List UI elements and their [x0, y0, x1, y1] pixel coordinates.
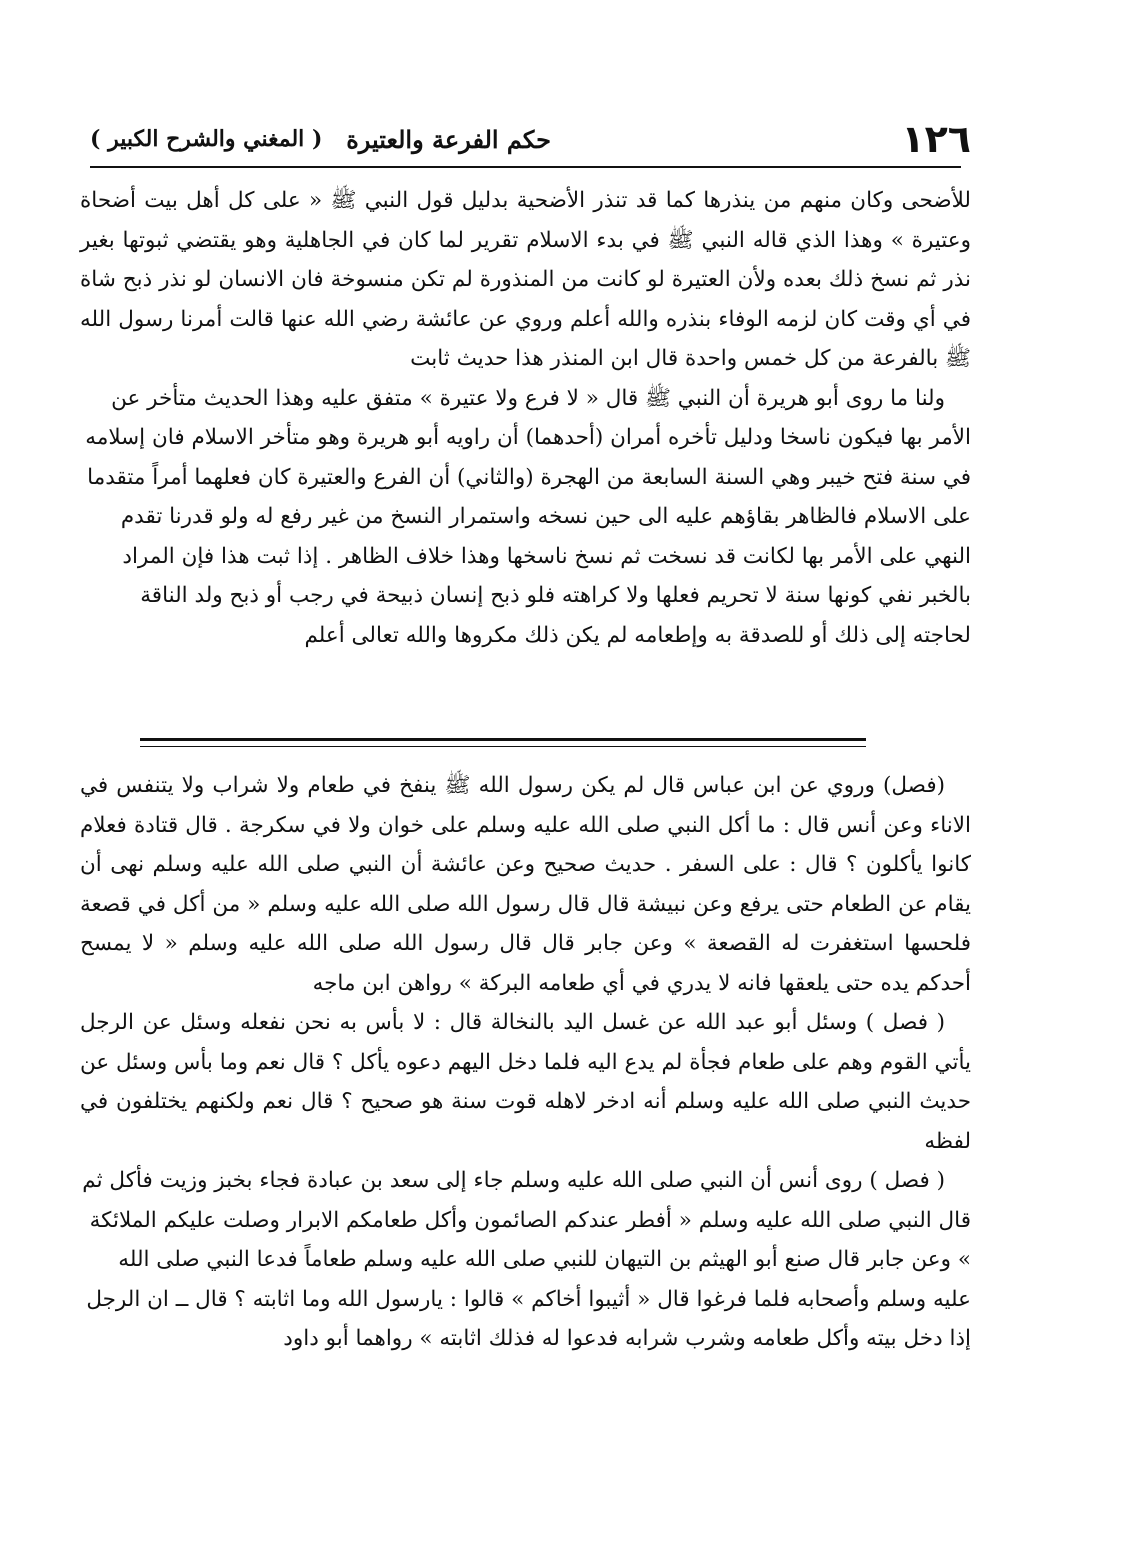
- book-title: ( المغني والشرح الكبير ): [90, 126, 323, 152]
- page-header: [90, 112, 971, 166]
- paragraph: (فصل) وروي عن ابن عباس قال لم يكن رسول الله ﷺ ينفخ في طعام ولا شراب ولا يتنفس في الاناء وعن أنس قال : ما أكل النبي صلى الله عليه وسلم على خوان ولا في سكرجة . قال قتادة فعلام كانوا يأكلون ؟ قال : على السفر . حديث صحيح وعن عائشة أن النبي صلى الله عليه وسلم نهى أن يقام عن الطعام حتى يرفع وعن نبيشة قال قال رسول الله صلى الله عليه وسلم « من أكل في قصعة فلحسها استغفرت له القصعة » وعن جابر قال قال رسول الله صلى الله عليه وسلم « لا يمسح أحدكم يده حتى يلعقها فانه لا يدري في أي طعامه البركة » رواهن ابن ماجه: [80, 773, 971, 996]
- running-head: حكم الفرعة والعتيرة: [346, 124, 551, 154]
- page-number: ١٢٦: [901, 117, 971, 161]
- paragraph: ( فصل ) روى أنس أن النبي صلى الله عليه وسلم جاء إلى سعد بن عبادة فجاء بخبز وزيت فأكل ثم قال النبي صلى الله عليه وسلم « أفطر عندكم الصائمون وأكل طعامكم الابرار وصلت عليكم الملائكة » وعن جابر قال صنع أبو الهيثم بن التيهان للنبي صلى الله عليه وسلم طعاماً فدعا النبي صلى الله عليه وسلم وأصحابه فلما فرغوا قال « أثيبوا أخاكم » قالوا : يارسول الله وما اثابته ؟ قال ــ ان الرجل إذا دخل بيته وأكل طعامه وشرب شرابه فدعوا له فذلك اثابته » رواهما أبو داود: [82, 1168, 971, 1351]
- paragraph: ( فصل ) وسئل أبو عبد الله عن غسل اليد بالنخالة قال : لا بأس به نحن نفعله وسئل عن الرجل يأتي القوم وهم على طعام فجأة لم يدع اليه فلما دخل اليهم دعوه يأكل ؟ قال نعم وما بأس وسئل عن حديث النبي صلى الله عليه وسلم أنه ادخر لاهله قوت سنة هو صحيح ؟ قال نعم ولكنهم يختلفون في لفظه: [80, 1010, 971, 1154]
- paragraph: ولنا ما روى أبو هريرة أن النبي ﷺ قال « لا فرع ولا عتيرة » متفق عليه وهذا الحديث متأخر عن الأمر بها فيكون ناسخا ودليل تأخره أمران (أحدهما) أن راويه أبو هريرة وهو متأخر الاسلام فان إسلامه في سنة فتح خيبر وهي السنة السابعة من الهجرة (والثاني) أن الفرع والعتيرة كان فعلهما أمراً متقدما على الاسلام فالظاهر بقاؤهم عليه الى حين نسخه واستمرار النسخ من غير رفع له ولو قدرنا تقدم النهي على الأمر بها لكانت قد نسخت ثم نسخ ناسخها وهذا خلاف الظاهر . إذا ثبت هذا فإن المراد بالخبر نفي كونها سنة لا تحريم فعلها ولا كراهته فلو ذبح إنسان ذبيحة في رجب أو ذبح ولد الناقة لحاجته إلى ذلك أو للصدقة به وإطعامه لم يكن ذلك مكروها والله تعالى أعلم: [85, 385, 971, 648]
- section-fara-atira: [80, 181, 971, 655]
- section-separator: [140, 738, 866, 747]
- header-rule: [90, 166, 961, 168]
- section-eating-etiquette: [80, 766, 971, 1359]
- paragraph: للأضحى وكان منهم من ينذرها كما قد تنذر الأضحية بدليل قول النبي ﷺ « على كل أهل بيت أضحاة وعتيرة » وهذا الذي قاله النبي ﷺ في بدء الاسلام تقرير لما كان في الجاهلية وهو يقتضي ثبوتها بغير نذر ثم نسخ ذلك بعده ولأن العتيرة لو كانت من المنذورة لم تكن منسوخة فان الانسان لو نذر ذبح شاة في أي وقت كان لزمه الوفاء بنذره والله أعلم وروي عن عائشة رضي الله عنها قالت أمرنا رسول الله ﷺ بالفرعة من كل خمس واحدة قال ابن المنذر هذا حديث ثابت: [80, 188, 971, 371]
